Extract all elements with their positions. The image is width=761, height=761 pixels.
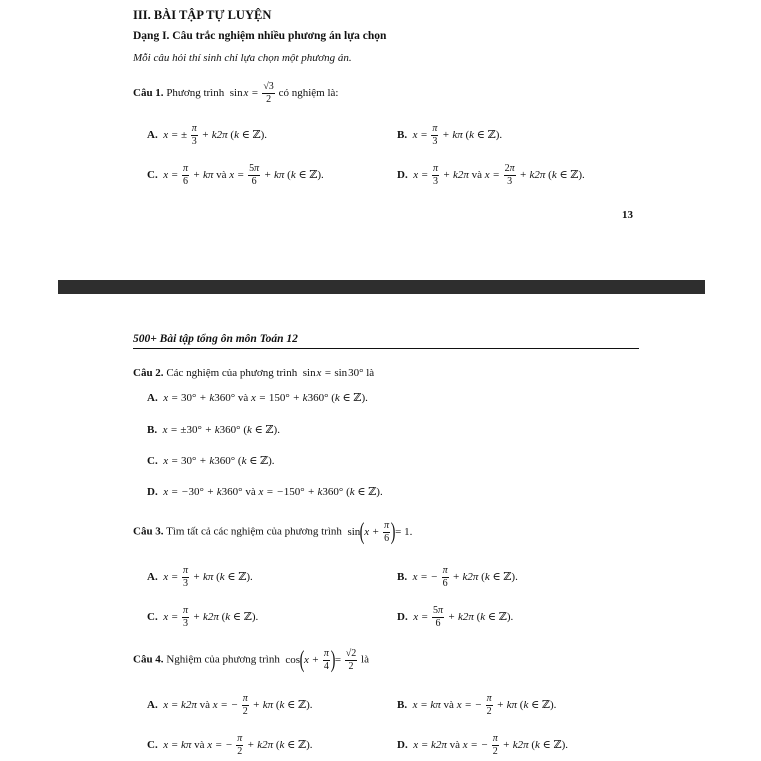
option-math: x = $\frac{\pi}{3}$ + k2π (410, 163, 469, 187)
question-3 (133, 520, 412, 544)
subsection-title: Dạng I. Câu trắc nghiệm nhiều phương án lựa chọn (133, 30, 387, 42)
question-text: Các nghiệm của phương trình (166, 367, 298, 379)
question-suffix: có nghiệm là: (278, 87, 339, 100)
q4-option-a[interactable]: A. x = k2π và x = − $\frac{\pi}{2}$ + kπ (k ∈ ℤ). (147, 693, 313, 717)
option-math: x = k2π (160, 699, 197, 712)
header-rule (133, 348, 639, 349)
option-math: x = − $\frac{\pi}{6}$ + k2π (k ∈ ℤ). (409, 565, 518, 589)
q1-option-c[interactable]: C. x = $\frac{\pi}{6}$ + kπ và x = $\frac{5\pi}{6}$ + kπ (k ∈ ℤ). (147, 163, 324, 187)
option-math: x = kπ (409, 699, 441, 712)
q3-option-a[interactable]: A. x = $\frac{\pi}{3}$ + kπ (k ∈ ℤ). (147, 565, 253, 589)
option-math: x = 30° + k360° (k ∈ ℤ). (160, 455, 275, 467)
q1-option-b[interactable]: B. x = $\frac{\pi}{3}$ + kπ (k ∈ ℤ). (397, 123, 503, 147)
question-suffix: là (361, 653, 369, 666)
question-text: Nghiệm của phương trình (166, 653, 280, 666)
option-math: x = $\frac{5\pi}{6}$ + k2π (k ∈ ℤ). (410, 605, 514, 629)
option-math: x = $\frac{\pi}{3}$ + kπ (k ∈ ℤ). (409, 123, 503, 147)
option-math: x = ± $\frac{\pi}{3}$ + k2π (k ∈ ℤ). (160, 123, 268, 147)
question-label: Câu 2. (133, 367, 164, 379)
equation: sin x = sin 30° (302, 367, 364, 379)
section-title: III. BÀI TẬP TỰ LUYỆN (133, 8, 272, 22)
question-1 (133, 82, 338, 105)
q3-option-b[interactable]: B. x = − $\frac{\pi}{6}$ + k2π (k ∈ ℤ). (397, 565, 518, 589)
question-4 (133, 648, 369, 672)
q4-option-c[interactable]: C. x = kπ và x = − $\frac{\pi}{2}$ + k2π (k ∈ ℤ). (147, 733, 313, 757)
equation: cos(x + $\frac{\pi}{4}$ )= $\frac{√2}{2}$ (285, 647, 357, 673)
page-separator (58, 280, 705, 294)
q2-option-d[interactable]: D. x = −30° + k360° và x = −150° + k360° (k ∈ ℤ). (147, 486, 383, 498)
q2-option-a[interactable]: A. x = 30° + k360° và x = 150° + k360° (k ∈ ℤ). (147, 392, 368, 404)
q3-option-c[interactable]: C. x = $\frac{\pi}{3}$ + k2π (k ∈ ℤ). (147, 605, 259, 629)
question-2 (133, 367, 374, 379)
q2-option-c[interactable]: C. x = 30° + k360° (k ∈ ℤ). (147, 455, 275, 467)
equation: sin x = $\frac{√3}{2}$ (229, 81, 274, 105)
question-suffix: là (366, 367, 375, 379)
option-math: x = $\frac{\pi}{6}$ + kπ (160, 163, 214, 187)
q2-option-b[interactable]: B. x = ±30° + k360° (k ∈ ℤ). (147, 424, 280, 436)
running-header: 500+ Bài tập tổng ôn môn Toán 12 (133, 333, 298, 345)
option-math: x = $\frac{\pi}{3}$ + k2π (k ∈ ℤ). (160, 605, 259, 629)
question-label: Câu 3. (133, 525, 164, 538)
option-math: x = −30° + k360° (160, 486, 243, 498)
equation: sin(x + $\frac{\pi}{6}$ )= 1. (347, 519, 413, 545)
option-math: x = kπ (160, 739, 192, 752)
question-text: Tìm tất cả các nghiệm của phương trình (166, 525, 342, 538)
option-math: x = k2π (410, 739, 447, 752)
question-label: Câu 4. (133, 653, 164, 666)
question-text: Phương trình (166, 87, 225, 100)
option-math: x = $\frac{\pi}{3}$ + kπ (k ∈ ℤ). (160, 565, 253, 589)
q1-option-d[interactable]: D. x = $\frac{\pi}{3}$ + k2π và x = $\frac{2\pi}{3}$ + k2π (k ∈ ℤ). (397, 163, 585, 187)
question-label: Câu 1. (133, 87, 164, 100)
option-math: x = ±30° + k360° (k ∈ ℤ). (159, 424, 280, 436)
q3-option-d[interactable]: D. x = $\frac{5\pi}{6}$ + k2π (k ∈ ℤ). (397, 605, 514, 629)
q4-option-b[interactable]: B. x = kπ và x = − $\frac{\pi}{2}$ + kπ (k ∈ ℤ). (397, 693, 557, 717)
q1-option-a[interactable]: A. x = ± $\frac{\pi}{3}$ + k2π (k ∈ ℤ). (147, 123, 268, 147)
q4-option-d[interactable]: D. x = k2π và x = − $\frac{\pi}{2}$ + k2π (k ∈ ℤ). (397, 733, 569, 757)
instruction-text: Mỗi câu hỏi thí sinh chỉ lựa chọn một phương án. (133, 52, 352, 64)
page-number: 13 (622, 209, 633, 221)
option-math: x = 30° + k360° (160, 392, 236, 404)
